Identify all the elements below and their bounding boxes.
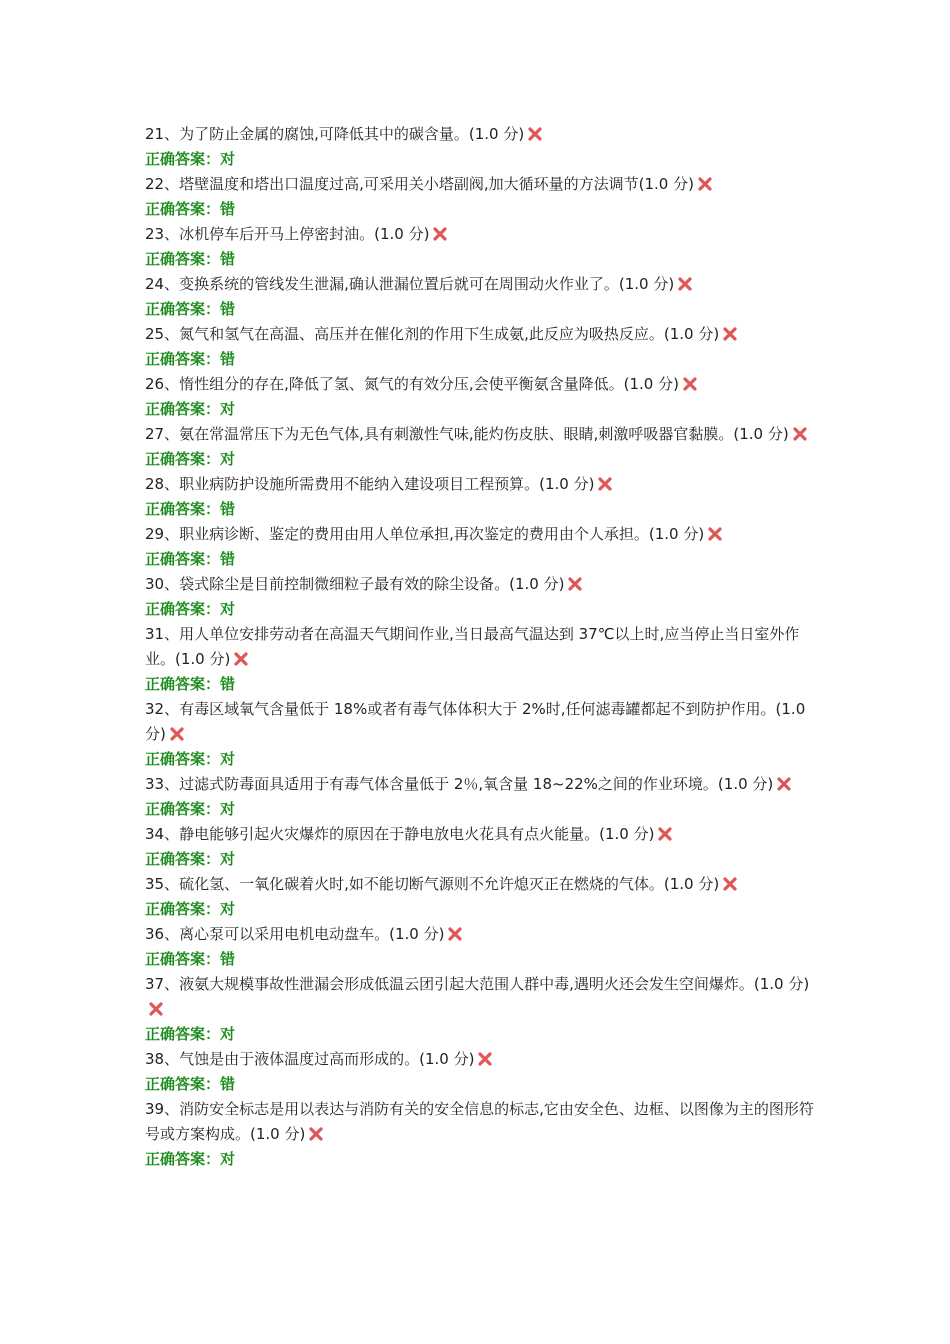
- correct-answer: 正确答案：对: [145, 850, 236, 868]
- wrong-mark-icon: [723, 877, 737, 891]
- wrong-mark-icon: [598, 477, 612, 491]
- question-item-35: [145, 872, 817, 922]
- question-text: 29、职业病诊断、鉴定的费用由用人单位承担,再次鉴定的费用由个人承担。(1.0 分): [145, 522, 817, 547]
- correct-answer: 正确答案：错: [145, 250, 236, 268]
- wrong-mark-icon: [658, 827, 672, 841]
- question-item-25: [145, 322, 817, 372]
- question-item-31: [145, 622, 817, 697]
- correct-answer: 正确答案：对: [145, 150, 236, 168]
- question-text: 26、惰性组分的存在,降低了氢、氮气的有效分压,会使平衡氨含量降低。(1.0 分): [145, 372, 817, 397]
- wrong-mark-icon: [478, 1052, 492, 1066]
- question-text: 28、职业病防护设施所需费用不能纳入建设项目工程预算。(1.0 分): [145, 472, 817, 497]
- correct-answer: 正确答案：对: [145, 450, 236, 468]
- correct-answer: 正确答案：对: [145, 900, 236, 918]
- question-text: 25、氮气和氢气在高温、高压并在催化剂的作用下生成氨,此反应为吸热反应。(1.0 分): [145, 322, 817, 347]
- correct-answer: 正确答案：错: [145, 1075, 236, 1093]
- correct-answer: 正确答案：错: [145, 500, 236, 518]
- question-item-37: [145, 972, 817, 1047]
- question-item-30: [145, 572, 817, 622]
- question-item-28: [145, 472, 817, 522]
- question-item-36: [145, 922, 817, 972]
- wrong-mark-icon: [678, 277, 692, 291]
- question-text: 22、塔壁温度和塔出口温度过高,可采用关小塔副阀,加大循环量的方法调节(1.0 分): [145, 172, 817, 197]
- question-text: 27、氨在常温常压下为无色气体,具有刺激性气味,能灼伤皮肤、眼睛,刺激呼吸器官黏膜。(1.0 分): [145, 422, 817, 447]
- question-text: 36、离心泵可以采用电机电动盘车。(1.0 分): [145, 922, 817, 947]
- wrong-mark-icon: [793, 427, 807, 441]
- correct-answer: 正确答案：错: [145, 675, 236, 693]
- correct-answer: 正确答案：对: [145, 400, 236, 418]
- question-item-34: [145, 822, 817, 872]
- question-text: 30、袋式除尘是目前控制微细粒子最有效的除尘设备。(1.0 分): [145, 572, 817, 597]
- question-item-39: [145, 1097, 817, 1172]
- question-item-26: [145, 372, 817, 422]
- correct-answer: 正确答案：对: [145, 750, 236, 768]
- question-text: 32、有毒区域氧气含量低于 18%或者有毒气体体积大于 2%时,任何滤毒罐都起不到防护作用。(1.0 分): [145, 700, 806, 743]
- question-item-24: [145, 272, 817, 322]
- correct-answer: 正确答案：错: [145, 200, 236, 218]
- correct-answer: 正确答案：对: [145, 1150, 236, 1168]
- question-text: 24、变换系统的管线发生泄漏,确认泄漏位置后就可在周围动火作业了。(1.0 分): [145, 272, 817, 297]
- question-item-23: [145, 222, 817, 272]
- question-item-22: [145, 172, 817, 222]
- question-item-27: [145, 422, 817, 472]
- wrong-mark-icon: [708, 527, 722, 541]
- question-item-33: [145, 772, 817, 822]
- correct-answer: 正确答案：对: [145, 600, 236, 618]
- correct-answer: 正确答案：错: [145, 350, 236, 368]
- wrong-mark-icon: [234, 652, 248, 666]
- question-item-38: [145, 1047, 817, 1097]
- wrong-mark-icon: [568, 577, 582, 591]
- wrong-mark-icon: [698, 177, 712, 191]
- question-text: 31、用人单位安排劳动者在高温天气期间作业,当日最高气温达到 37℃以上时,应当停止当日室外作业。(1.0 分): [145, 625, 800, 668]
- correct-answer: 正确答案：对: [145, 1025, 236, 1043]
- question-text: 23、冰机停车后开马上停密封油。(1.0 分): [145, 222, 817, 247]
- question-text: 33、过滤式防毒面具适用于有毒气体含量低于 2％,氧含量 18~22%之间的作业环境。(1.0 分): [145, 772, 817, 797]
- wrong-mark-icon: [309, 1127, 323, 1141]
- wrong-mark-icon: [170, 727, 184, 741]
- question-item-29: [145, 522, 817, 572]
- question-text: 39、消防安全标志是用以表达与消防有关的安全信息的标志,它由安全色、边框、以图像为主的图形符号或方案构成。(1.0 分): [145, 1100, 814, 1143]
- question-item-32: [145, 697, 817, 772]
- question-item-21: [145, 122, 817, 172]
- correct-answer: 正确答案：错: [145, 550, 236, 568]
- question-text: 35、硫化氢、一氧化碳着火时,如不能切断气源则不允许熄灭正在燃烧的气体。(1.0 分): [145, 872, 817, 897]
- wrong-mark-icon: [683, 377, 697, 391]
- correct-answer: 正确答案：错: [145, 950, 236, 968]
- wrong-mark-icon: [149, 1002, 163, 1016]
- wrong-mark-icon: [448, 927, 462, 941]
- question-text: 37、液氨大规模事故性泄漏会形成低温云团引起大范围人群中毒,遇明火还会发生空间爆炸。(1.0 分): [145, 972, 817, 1022]
- wrong-mark-icon: [723, 327, 737, 341]
- question-text: 34、静电能够引起火灾爆炸的原因在于静电放电火花具有点火能量。(1.0 分): [145, 822, 817, 847]
- question-text: 38、气蚀是由于液体温度过高而形成的。(1.0 分): [145, 1047, 817, 1072]
- wrong-mark-icon: [433, 227, 447, 241]
- wrong-mark-icon: [528, 127, 542, 141]
- correct-answer: 正确答案：对: [145, 800, 236, 818]
- question-list: [145, 122, 817, 1172]
- question-text: 21、为了防止金属的腐蚀,可降低其中的碳含量。(1.0 分): [145, 122, 817, 147]
- wrong-mark-icon: [777, 777, 791, 791]
- correct-answer: 正确答案：错: [145, 300, 236, 318]
